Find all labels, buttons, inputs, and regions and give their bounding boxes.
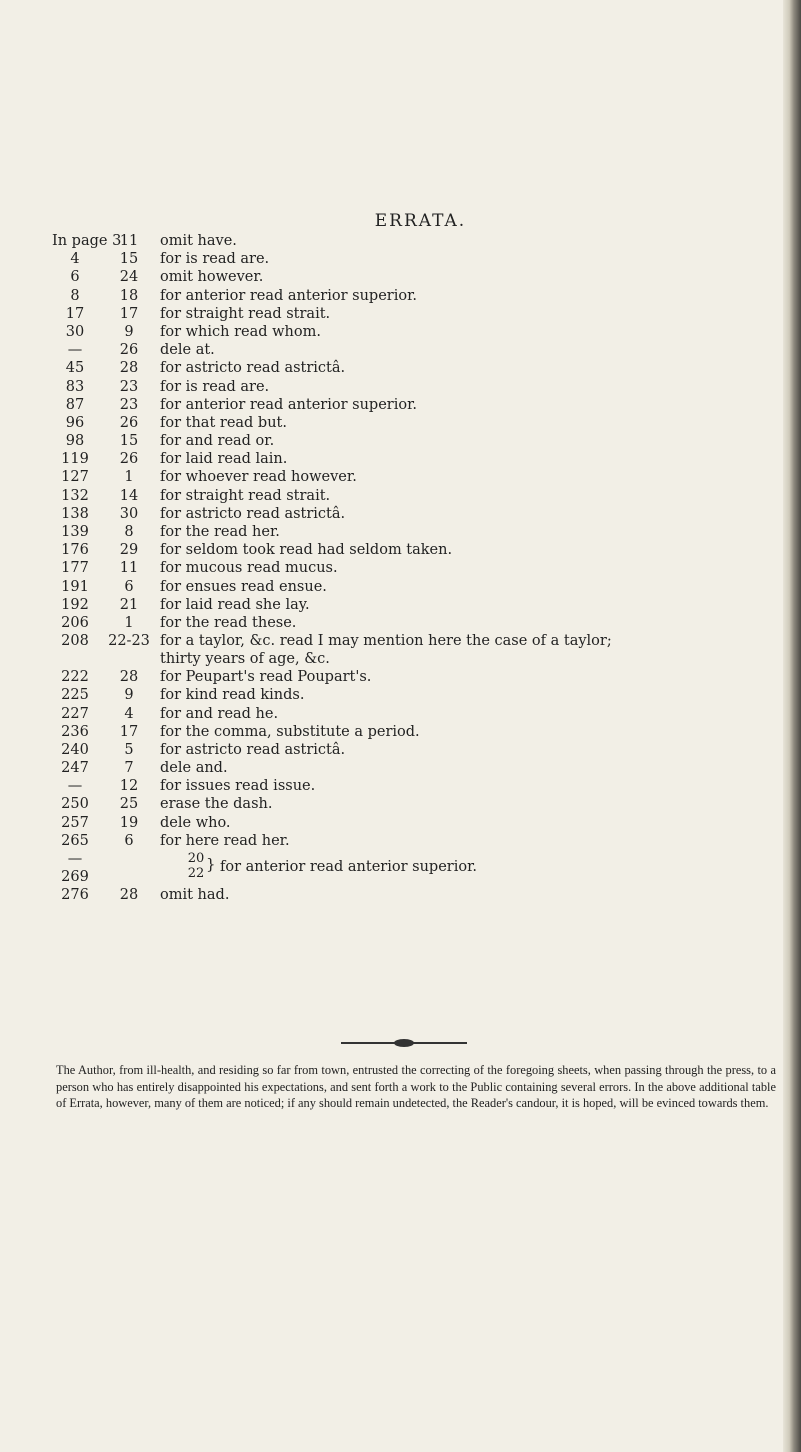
page-number: 127 — [61, 469, 89, 486]
page-number: 247 — [61, 760, 89, 777]
errata-row — [52, 759, 782, 777]
line-number: 26 — [119, 414, 139, 431]
errata-row — [52, 450, 782, 468]
errata-row — [52, 414, 782, 432]
errata-row — [52, 232, 782, 250]
page-number: 132 — [61, 487, 89, 504]
errata-row — [52, 686, 782, 704]
line-number: 11 — [119, 560, 139, 577]
correction-text: dele and. — [160, 760, 228, 777]
page-number: 17 — [65, 305, 85, 322]
correction-text: for here read her. — [160, 832, 290, 849]
errata-row — [52, 795, 782, 813]
prefix: In page — [52, 233, 108, 249]
errata-row — [52, 305, 782, 323]
correction-text: for is read are. — [160, 251, 270, 268]
page-number: 83 — [65, 378, 85, 395]
errata-row — [52, 632, 782, 668]
errata-row — [52, 777, 782, 795]
line-number: 22-23 — [108, 633, 150, 650]
page-number: 98 — [65, 433, 85, 450]
correction-text: for seldom took read had seldom taken. — [160, 542, 453, 559]
correction-text: for ensues read ensue. — [160, 578, 327, 595]
errata-row — [52, 832, 782, 850]
errata-row — [52, 578, 782, 596]
correction-text: for Peupart's read Poupart's. — [160, 669, 372, 686]
line-number: 25 — [119, 796, 139, 813]
page-title: ERRATA. — [374, 211, 467, 231]
line-number: 15 — [119, 251, 139, 268]
page-number: 45 — [65, 360, 85, 377]
line-number: 28 — [119, 887, 139, 903]
line-number: 12 — [119, 778, 139, 795]
page-number: 8 — [70, 287, 80, 304]
page-number: — — [67, 851, 83, 867]
line-number: 28 — [119, 669, 139, 686]
line-number: 1 — [124, 614, 134, 631]
page-number: 236 — [61, 723, 89, 740]
line-number: 7 — [124, 760, 134, 777]
errata-row — [52, 723, 782, 741]
line-number: 5 — [124, 741, 134, 758]
page-number: — — [67, 342, 83, 359]
correction-text: for the read her. — [160, 524, 280, 540]
line-number: 20 — [187, 851, 205, 866]
page-number — [52, 232, 122, 250]
correction-text: erase the dash. — [160, 796, 273, 813]
errata-row — [52, 250, 782, 268]
line-number: 14 — [119, 487, 139, 504]
line-number: 26 — [119, 342, 139, 359]
correction-text: for is read are. — [160, 378, 270, 395]
page-number: 265 — [61, 832, 89, 849]
page-number: 269 — [61, 869, 89, 885]
correction-text: for astricto read astrictâ. — [160, 360, 346, 377]
page-number: 276 — [61, 887, 89, 903]
page-number: 87 — [65, 396, 85, 413]
correction-text: omit have. — [160, 233, 237, 249]
correction-text: for straight read strait. — [160, 487, 331, 504]
correction-text: for straight read strait. — [160, 305, 331, 322]
correction-text: for astricto read astrictâ. — [160, 505, 346, 522]
correction-text: for a taylor, &c. read I may mention here the case of a taylor; — [160, 633, 612, 650]
correction-text: for whoever read however. — [160, 469, 357, 486]
errata-row — [52, 268, 782, 286]
errata-row — [52, 287, 782, 305]
page-number: 192 — [61, 596, 89, 613]
line-number: 23 — [119, 396, 139, 413]
line-number: 17 — [119, 723, 139, 740]
errata-row — [52, 814, 782, 832]
line-number: 1 — [124, 469, 134, 486]
correction-text: for the comma, substitute a period. — [160, 723, 420, 740]
errata-row — [52, 487, 782, 505]
line-number: 24 — [119, 269, 139, 286]
line-number: 9 — [124, 687, 134, 704]
correction-text: omit had. — [160, 887, 230, 903]
page-number: 177 — [61, 560, 89, 577]
page-number: 191 — [61, 578, 89, 595]
line-number: 9 — [124, 323, 134, 340]
errata-row — [52, 359, 782, 377]
errata-row — [52, 378, 782, 396]
page-number: 225 — [61, 687, 89, 704]
correction-text: for and read or. — [160, 433, 275, 450]
line-number: 26 — [119, 451, 139, 468]
correction-text: dele at. — [160, 342, 215, 359]
page-number: — — [67, 778, 83, 795]
line-number: 30 — [119, 505, 139, 522]
author-note: The Author, from ill-health, and residing so far from town, entrusted the correcting of the foregoing sheets, when passing through the press, to a person who has entirely disappointed his expectations, and sent forth a work to the Public containing several errors. In the above additional table of Errata, however, many of them are noticed; if any should remain undetected, the Reader's candour, it is hoped, will be evinced towards them. — [56, 1063, 776, 1111]
errata-row — [52, 323, 782, 341]
ornamental-rule — [341, 1042, 467, 1044]
errata-row — [52, 559, 782, 577]
correction-text: for which read whom. — [160, 323, 321, 340]
correction-text: for mucous read mucus. — [160, 560, 338, 577]
brace-icon: } — [206, 855, 216, 873]
correction-text: for laid read lain. — [160, 451, 288, 468]
line-number: 29 — [119, 542, 139, 559]
errata-table — [52, 232, 782, 904]
correction-text: for and read he. — [160, 705, 279, 722]
correction-text: omit however. — [160, 269, 264, 286]
errata-row — [52, 432, 782, 450]
errata-row — [52, 741, 782, 759]
line-number: 23 — [119, 378, 139, 395]
errata-row — [52, 886, 782, 904]
page-number: 176 — [61, 542, 89, 559]
errata-row — [52, 523, 782, 541]
page-number: 6 — [70, 269, 80, 286]
errata-row — [52, 705, 782, 723]
page-number: 222 — [61, 669, 89, 686]
page-number: 139 — [61, 524, 89, 540]
correction-text: for anterior read anterior superior. — [160, 396, 418, 413]
correction-text: for anterior read anterior superior. — [220, 859, 478, 875]
page-number: 206 — [61, 614, 89, 631]
line-number: 22 — [187, 866, 205, 881]
line-number: 17 — [119, 305, 139, 322]
errata-row — [52, 468, 782, 486]
correction-text: dele who. — [160, 814, 231, 831]
page-number: 240 — [61, 741, 89, 758]
line-number: 4 — [124, 705, 134, 722]
line-number: 6 — [124, 832, 134, 849]
line-number: 21 — [119, 596, 139, 613]
page-number: 257 — [61, 814, 89, 831]
line-number: 15 — [119, 433, 139, 450]
errata-row — [52, 396, 782, 414]
line-number: 8 — [124, 524, 134, 540]
line-number: 6 — [124, 578, 134, 595]
page-number: 227 — [61, 705, 89, 722]
first-page: 3 — [112, 233, 122, 249]
correction-text: for astricto read astrictâ. — [160, 741, 346, 758]
line-number: 18 — [119, 287, 139, 304]
correction-text: for that read but. — [160, 414, 287, 431]
errata-row — [52, 668, 782, 686]
errata-row-brace — [52, 850, 782, 886]
page-number: 208 — [61, 633, 89, 650]
page-number: 119 — [61, 451, 89, 468]
correction-text: for kind read kinds. — [160, 687, 305, 704]
page-number: 96 — [65, 414, 85, 431]
line-number: 11 — [119, 233, 139, 249]
errata-row — [52, 341, 782, 359]
correction-text: for the read these. — [160, 614, 297, 631]
errata-row — [52, 596, 782, 614]
page-number: 138 — [61, 505, 89, 522]
errata-row — [52, 541, 782, 559]
page-number: 250 — [61, 796, 89, 813]
correction-text: for issues read issue. — [160, 778, 316, 795]
correction-text: for laid read she lay. — [160, 596, 310, 613]
line-number: 28 — [119, 360, 139, 377]
correction-text: for anterior read anterior superior. — [160, 287, 418, 304]
page-number: 4 — [70, 251, 80, 268]
errata-row — [52, 505, 782, 523]
line-number: 19 — [119, 814, 139, 831]
page-number: 30 — [65, 323, 85, 340]
errata-row — [52, 614, 782, 632]
correction-text-continued: thirty years of age, &c. — [160, 651, 330, 668]
